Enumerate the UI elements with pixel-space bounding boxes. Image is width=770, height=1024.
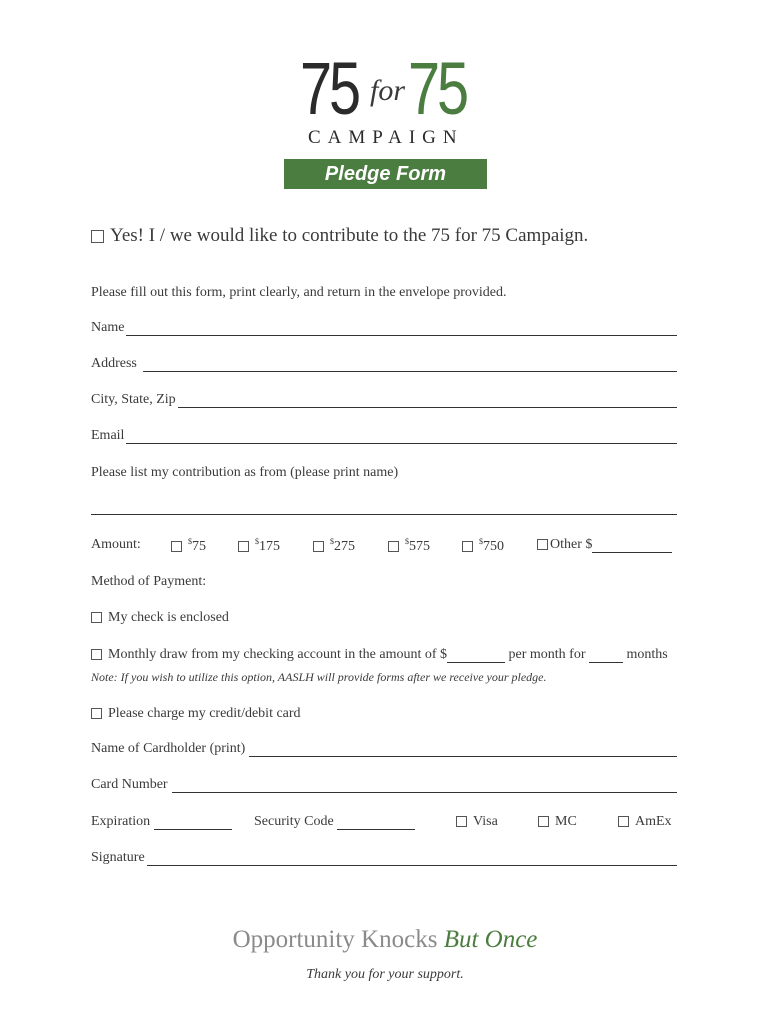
form-title-banner: Pledge Form xyxy=(284,159,487,189)
amount-575-label: 575 xyxy=(409,539,430,554)
amount-other-input-line[interactable] xyxy=(592,540,672,553)
instructions: Please fill out this form, print clearly, and return in the envelope provided. xyxy=(91,285,507,300)
card-type-amex[interactable] xyxy=(618,814,672,830)
months-input-line[interactable] xyxy=(589,650,623,663)
per-month-label: per month for xyxy=(508,647,586,662)
amount-option-75[interactable] xyxy=(171,537,206,555)
city-input-line[interactable] xyxy=(178,393,677,408)
amount-75-label: 75 xyxy=(192,539,206,554)
signature-field[interactable] xyxy=(91,850,677,866)
check-enclosed-row[interactable] xyxy=(91,610,229,626)
email-label: Email xyxy=(91,428,125,443)
currency-symbol: $ xyxy=(479,537,483,546)
visa-label: Visa xyxy=(473,814,498,829)
credit-card-label: Please charge my credit/debit card xyxy=(108,706,301,721)
amount-750-label: 750 xyxy=(483,539,504,554)
mc-label: MC xyxy=(555,814,577,829)
security-code-input-line[interactable] xyxy=(337,817,415,830)
logo-for: for xyxy=(370,74,406,107)
cardholder-field[interactable] xyxy=(91,741,677,757)
cardholder-input-line[interactable] xyxy=(249,742,677,757)
amount-75-checkbox[interactable] xyxy=(171,541,182,552)
address-label: Address xyxy=(91,356,137,371)
name-input-line[interactable] xyxy=(126,321,677,336)
amount-option-175[interactable] xyxy=(238,537,280,555)
amount-575-checkbox[interactable] xyxy=(388,541,399,552)
currency-symbol: $ xyxy=(330,537,334,546)
card-number-label: Card Number xyxy=(91,777,168,792)
logo-number-right: 75 xyxy=(408,47,466,130)
amount-other-label: Other $ xyxy=(550,537,593,552)
name-field[interactable] xyxy=(91,320,677,336)
footer-slogan xyxy=(0,926,770,954)
slogan-part-1: Opportunity Knocks xyxy=(232,926,438,953)
yes-label: Yes! I / we would like to contribute to the 75 for 75 Campaign. xyxy=(110,225,589,246)
name-label: Name xyxy=(91,320,125,335)
amount-label: Amount: xyxy=(91,537,141,552)
monthly-draw-checkbox[interactable] xyxy=(91,649,102,660)
city-field[interactable] xyxy=(91,392,677,408)
amount-275-label: 275 xyxy=(334,539,355,554)
amount-option-750[interactable] xyxy=(462,537,504,555)
currency-symbol: $ xyxy=(255,537,259,546)
amex-label: AmEx xyxy=(635,814,672,829)
amex-checkbox[interactable] xyxy=(618,816,629,827)
amount-option-575[interactable] xyxy=(388,537,430,555)
logo-subtitle: CAMPAIGN xyxy=(308,127,464,148)
address-field[interactable] xyxy=(91,356,677,372)
monthly-draw-row[interactable] xyxy=(91,647,668,663)
email-input-line[interactable] xyxy=(126,429,677,444)
amount-275-checkbox[interactable] xyxy=(313,541,324,552)
monthly-draw-label: Monthly draw from my checking account in the amount of $ xyxy=(108,647,448,662)
amount-750-checkbox[interactable] xyxy=(462,541,473,552)
expiration-label: Expiration xyxy=(91,814,151,829)
cardholder-label: Name of Cardholder (print) xyxy=(91,741,246,756)
email-field[interactable] xyxy=(91,428,677,444)
city-label: City, State, Zip xyxy=(91,392,176,407)
card-number-input-line[interactable] xyxy=(172,778,677,793)
monthly-amount-input-line[interactable] xyxy=(447,650,505,663)
expiration-input-line[interactable] xyxy=(154,817,232,830)
contribution-from-input-line[interactable] xyxy=(91,514,677,515)
address-input-line[interactable] xyxy=(143,357,677,372)
contribution-from-label: Please list my contribution as from (please print name) xyxy=(91,465,399,480)
amount-option-other[interactable] xyxy=(537,537,672,553)
logo-number-left: 75 xyxy=(300,47,358,130)
payment-method-label: Method of Payment: xyxy=(91,574,207,589)
amount-option-275[interactable] xyxy=(313,537,355,555)
security-code-label: Security Code xyxy=(254,814,334,829)
yes-contribute-row[interactable] xyxy=(91,225,588,247)
signature-label: Signature xyxy=(91,850,145,865)
expiration-field[interactable] xyxy=(91,814,232,830)
card-number-field[interactable] xyxy=(91,777,677,793)
visa-checkbox[interactable] xyxy=(456,816,467,827)
credit-card-checkbox[interactable] xyxy=(91,708,102,719)
monthly-draw-note: Note: If you wish to utilize this option, AASLH will provide forms after we receive your pledge. xyxy=(91,670,547,684)
check-enclosed-checkbox[interactable] xyxy=(91,612,102,623)
thank-you-note: Thank you for your support. xyxy=(306,967,464,982)
card-type-visa[interactable] xyxy=(456,814,498,830)
amount-175-label: 175 xyxy=(259,539,280,554)
security-code-field[interactable] xyxy=(254,814,415,830)
yes-checkbox[interactable] xyxy=(91,230,104,243)
amount-other-checkbox[interactable] xyxy=(537,539,548,550)
signature-input-line[interactable] xyxy=(147,851,677,866)
currency-symbol: $ xyxy=(405,537,409,546)
card-type-mc[interactable] xyxy=(538,814,577,830)
currency-symbol: $ xyxy=(188,537,192,546)
amount-175-checkbox[interactable] xyxy=(238,541,249,552)
months-label: months xyxy=(626,647,668,662)
mc-checkbox[interactable] xyxy=(538,816,549,827)
check-enclosed-label: My check is enclosed xyxy=(108,610,229,625)
credit-card-row[interactable] xyxy=(91,706,301,722)
slogan-part-2: But Once xyxy=(443,926,538,953)
